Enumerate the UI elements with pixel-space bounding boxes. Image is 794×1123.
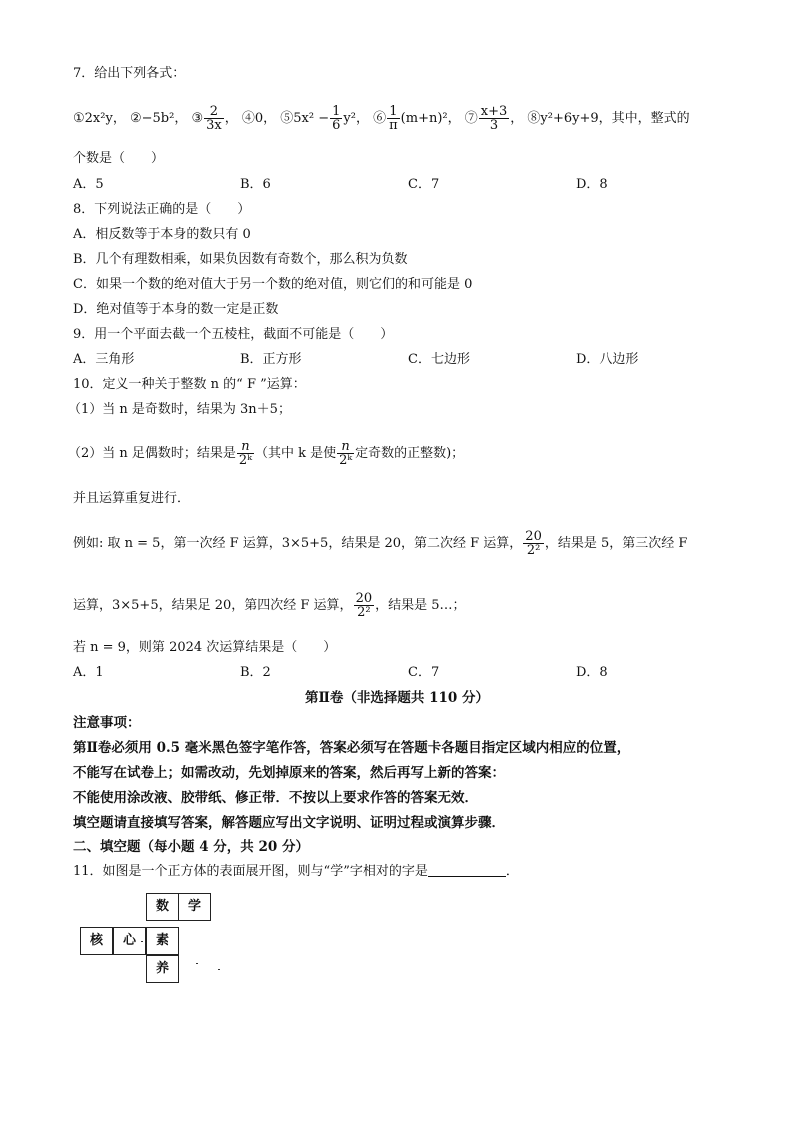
q10-rule-2-mid: （其中 k 是使	[254, 446, 337, 461]
q7-expr-2: ②−5b²	[129, 111, 175, 126]
q11-stem-post: ．	[505, 864, 519, 879]
q9-option-b[interactable]: B．正方形	[240, 352, 302, 367]
q8-option-c[interactable]: C．如果一个数的绝对值大于另一个数的绝对值，则它们的和可能是 0	[73, 277, 473, 292]
q10-example-2-frac: $\frac{20}{\text{2²}}$	[355, 591, 373, 620]
scan-speck	[141, 941, 143, 942]
q7-expr-6-post: (m+n)²	[400, 111, 448, 126]
q7-expr-4: ④0	[241, 111, 264, 126]
q7-expr-7-frac: $\frac{x+3}{3}$	[480, 104, 508, 133]
q7-expressions: ①2x²y， ②−5b²， ③ $\frac{2}{3x}$ ， ④0， ⑤5x² − $\frac{1}{6}$ y²， ⑥ $\frac{1}{\pi}$ (m+n)²， ⑦ $\frac{x+3}{3}$ ， ⑧y²+6y+9，其中，整式的	[73, 104, 690, 133]
q11-stem-pre: 11．如图是一个正方体的表面展开图，则与“学”字相对的字是	[73, 864, 428, 879]
q10-option-c[interactable]: C．7	[408, 665, 440, 680]
q7-option-d[interactable]: D．8	[576, 177, 608, 192]
q10-option-a[interactable]: A．1	[73, 665, 104, 680]
q7-stem-tail: 个数是（ ）	[73, 151, 165, 166]
net-cell-top-right: 学	[178, 893, 211, 921]
cube-net-figure	[80, 893, 220, 985]
q8-option-b[interactable]: B．几个有理数相乘，如果负因数有奇数个，那么积为负数	[73, 252, 408, 267]
q10-rule-2-post: 定奇数的正整数)；	[355, 446, 465, 461]
q11-answer-blank[interactable]	[428, 864, 506, 877]
q10-example-1-pre: 例如: 取 n = 5，第一次经 F 运算，3×5+5，结果是 20，第二次经 F 运算，	[73, 536, 523, 551]
net-cell-top-left: 数	[146, 893, 179, 921]
q10-rule-2	[68, 440, 464, 467]
q10-option-b[interactable]: B．2	[240, 665, 271, 680]
q10-option-d[interactable]: D．8	[576, 665, 608, 680]
fill-section-title: 二、填空题（每小题 4 分，共 20 分）	[73, 839, 309, 855]
q7-expr-3-mark: ③	[191, 111, 204, 126]
net-cell-mid-3: 素	[146, 927, 179, 955]
notice-title: 注意事项：	[73, 715, 141, 731]
q9-option-a[interactable]: A．三角形	[73, 352, 135, 367]
q7-option-c[interactable]: C．7	[408, 177, 440, 192]
section-2-title: 第Ⅱ卷（非选择题共 110 分）	[305, 690, 489, 706]
q7-expr-3-frac: $\frac{2}{3x}$	[206, 104, 222, 133]
scan-speck	[196, 963, 198, 964]
q7-expr-8: ⑧y²+6y+9	[527, 111, 599, 126]
q7-tail: ，其中，整式的	[598, 111, 690, 126]
q8-stem: 8．下列说法正确的是（ ）	[73, 202, 251, 217]
q9-stem: 9．用一个平面去截一个五棱柱，截面不可能是（ ）	[73, 327, 394, 342]
q7-expr-5-pre: ⑤5x² −	[280, 111, 330, 126]
q10-question: 若 n = 9，则第 2024 次运算结果是（ ）	[73, 640, 337, 655]
q10-rule-2-pre: （2）当 n 足偶数时；结果是	[68, 446, 236, 461]
net-cell-mid-1: 核	[80, 927, 113, 955]
notice-line-3: 不能使用涂改液、胶带纸、修正带．不按以上要求作答的答案无效．	[73, 790, 478, 806]
q10-rule-1: （1）当 n 是奇数时，结果为 3n＋5；	[68, 402, 291, 417]
q10-example-line-1	[73, 530, 687, 557]
q7-stem: 7．给出下列各式：	[73, 66, 186, 81]
q7-expr-7-mark: ⑦	[464, 111, 478, 126]
q10-example-line-2	[73, 592, 466, 619]
q11-stem	[73, 863, 519, 881]
q7-expr-1: ①2x²y	[73, 111, 113, 126]
scan-speck	[218, 969, 220, 970]
q9-option-d[interactable]: D．八边形	[576, 352, 639, 367]
q7-option-b[interactable]: B．6	[240, 177, 271, 192]
q10-example-1-frac: $\frac{20}{\text{2²}}$	[525, 529, 542, 558]
q7-expr-5-post: y²	[343, 111, 356, 126]
q8-option-d[interactable]: D．绝对值等于本身的数一定是正数	[73, 302, 279, 317]
q10-example-2-pre: 运算，3×5+5，结果足 20，第四次经 F 运算，	[73, 598, 353, 613]
notice-line-2: 不能写在试卷上；如需改动，先划掉原来的答案，然后再写上新的答案：	[73, 765, 505, 781]
q7-expr-6-frac: $\frac{1}{\pi}$	[389, 104, 398, 133]
q10-rule-2-frac-2: $\frac{n}{\text{2ᵏ}}$	[339, 439, 353, 468]
notice-line-4: 填空题请直接填写答案，解答题应写出文字说明、证明过程或演算步骤．	[73, 815, 505, 831]
q8-option-a[interactable]: A．相反数等于本身的数只有 0	[73, 227, 251, 242]
notice-line-1: 第Ⅱ卷必须用 0.5 毫米黑色签字笔作答，答案必须写在答题卡各题目指定区域内相应的位置，	[73, 740, 631, 756]
net-cell-bottom: 养	[146, 955, 179, 983]
q10-stem: 10．定义一种关于整数 n 的“ F ”运算：	[73, 377, 306, 392]
net-cell-mid-2: 心	[113, 927, 146, 955]
q10-repeat-note: 并且运算重复进行．	[73, 491, 191, 506]
q10-example-2-post: ，结果是 5…；	[375, 598, 466, 613]
q7-option-a[interactable]: A．5	[73, 177, 104, 192]
q7-expr-5-frac: $\frac{1}{6}$	[332, 104, 341, 133]
q7-expr-6-mark: ⑥	[373, 111, 387, 126]
q9-option-c[interactable]: C．七边形	[408, 352, 470, 367]
q10-rule-2-frac: $\frac{n}{\text{2ᵏ}}$	[238, 439, 252, 468]
q10-example-1-post: ，结果是 5，第三次经 F	[544, 536, 688, 551]
